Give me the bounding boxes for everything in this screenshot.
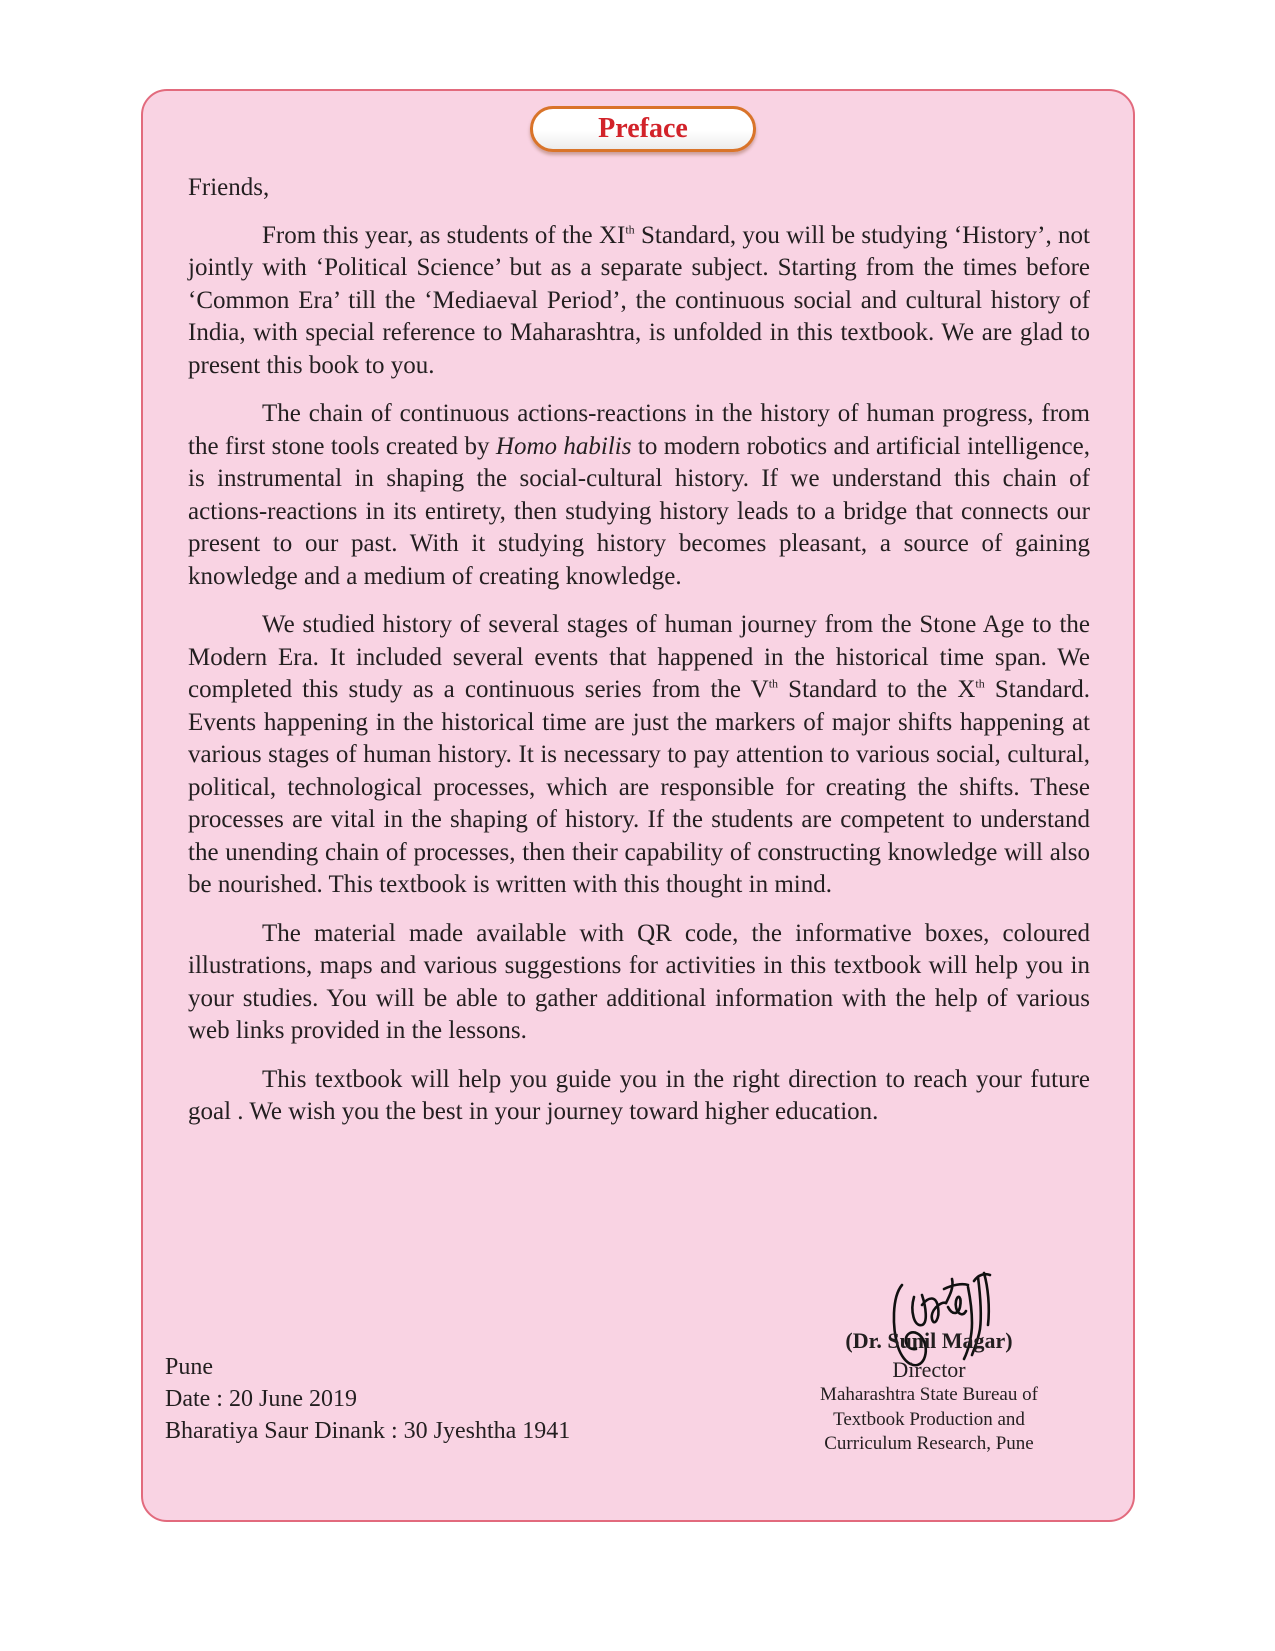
signatory-org-line-2: Textbook Production and — [833, 1408, 1025, 1430]
paragraph-1 — [188, 220, 1090, 383]
paragraph-5-text-a: This textbook will help you guide you in the right direction to reach your future goal . We wish you the best in your journey toward higher education. — [188, 1065, 1090, 1125]
paragraph-2 — [188, 398, 1090, 593]
ordinal-suffix: th — [625, 222, 635, 237]
paragraph-3-text-b: Standard to the X — [778, 676, 976, 703]
preface-body — [188, 172, 1090, 1145]
paragraph-2-text-b: to modern robotics and artificial intelligence, is instrumental in shaping the social-cultural history. If we understand this chain of actions-reactions in its entirety, then studying history leads to a bridge that connects our present to our past. With it studying history becomes pleasant, a source of gaining knowledge and a medium of creating knowledge. — [188, 432, 1090, 590]
place: Pune — [165, 1354, 213, 1380]
preface-panel — [141, 89, 1135, 1522]
ordinal-suffix: th — [975, 676, 985, 691]
place-date-block — [165, 1351, 570, 1447]
paragraph-2-text-a: The chain of continuous actions-reactions in the history of human progress, from the first stone tools created by — [188, 400, 1090, 460]
paragraph-3-text-a: We studied history of several stages of human journey from the Stone Age to the Modern Era. It included several events that happened in the historical time span. We completed this study as a continuous series from the V — [188, 611, 1090, 703]
paragraph-3 — [188, 609, 1090, 902]
saur-date: Bharatiya Saur Dinank : 30 Jyeshtha 1941 — [165, 1418, 571, 1444]
italic-term: Homo habilis — [495, 432, 632, 460]
signatory-org-line-3: Curriculum Research, Pune — [824, 1433, 1034, 1454]
paragraph-1-text-b: Standard, you will be studying ‘History’, not jointly with ‘Political Science’ but as a separate subject. Starting from the times before ‘Common Era’ till the ‘Mediaeval Period’, the continuous social and cultural history of India, with special reference to Maharashtra, is unfolded in this textbook. We are glad to present this book to you. — [188, 221, 1090, 379]
date: Date : 20 June 2019 — [165, 1386, 357, 1412]
page-title: Preface — [530, 106, 756, 152]
signatory-title: Director — [892, 1357, 966, 1382]
signatory-org-line-1: Maharashtra State Bureau of — [820, 1384, 1038, 1405]
paragraph-4-text-a: The material made available with QR code, the informative boxes, coloured illustrations, maps and various suggestions for activities in this textbook will help you in your studies. You will be able to gather additional information with the help of various web links provided in the lessons. — [188, 919, 1090, 1044]
signatory-name: (Dr. Sunil Magar) — [845, 1328, 1013, 1353]
signatory-block — [779, 1326, 1079, 1457]
paragraph-1-text-a: From this year, as students of the XI — [262, 221, 626, 249]
paragraph-5 — [188, 1064, 1090, 1129]
greeting: Friends, — [188, 174, 270, 201]
paragraph-3-text-c: Standard. Events happening in the historical time are just the markers of major shifts happening at various stages of human history. It is necessary to pay attention to various social, cultural, political, technological processes, which are responsible for creating the shifts. These processes are vital in the shaping of history. If the students are competent to understand the unending chain of processes, then their capability of constructing knowledge will also be nourished. This textbook is written with this thought in mind. — [188, 676, 1090, 898]
paragraph-4 — [188, 918, 1090, 1048]
ordinal-suffix: th — [768, 676, 779, 691]
